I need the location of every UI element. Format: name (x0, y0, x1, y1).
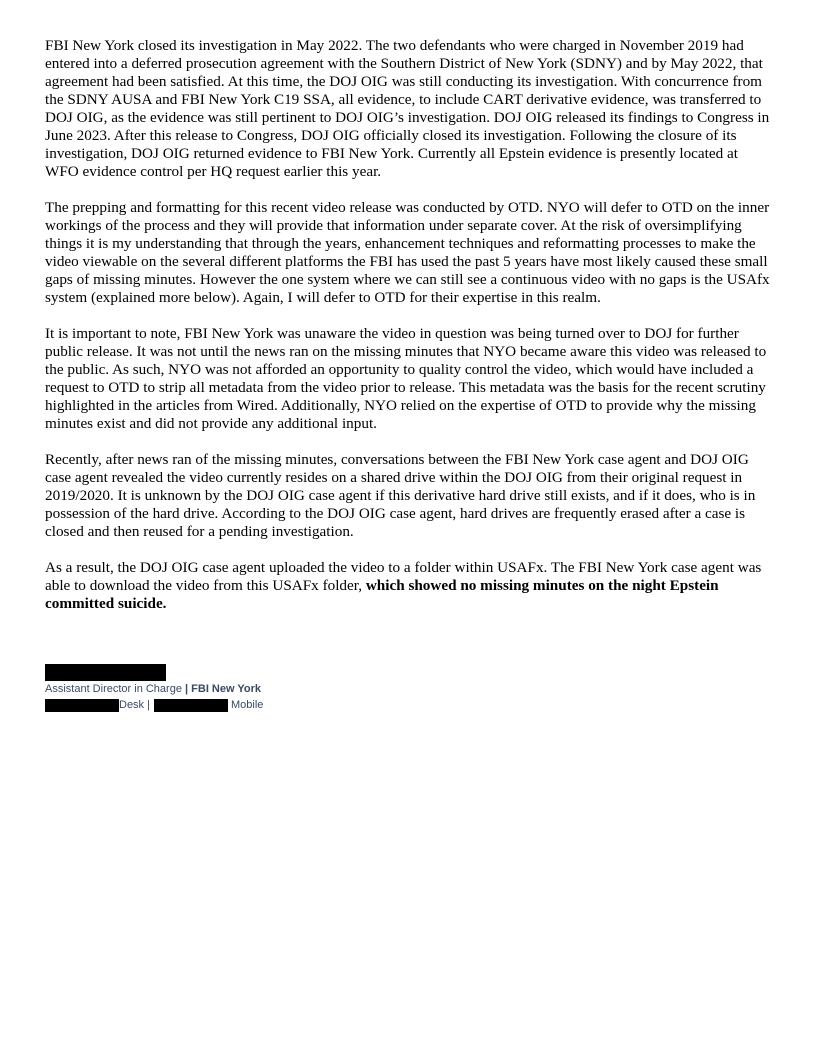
usafx-result-bold-text: which showed no missing minutes on the night Epstein committed suicide. (45, 577, 719, 612)
signature-title-line (45, 681, 263, 697)
signature-org: FBI New York (191, 683, 262, 695)
paragraph-nyo-unaware: It is important to note, FBI New York was unaware the video in question was being turned over to DOJ for further public release. It was not until the news ran on the missing minutes that NYO became aware this video was released to the public. As such, NYO was not afforded an opportunity to quality control the video, which would have included a request to OTD to strip all metadata from the video prior to release. This metadata was the basis for the recent scrutiny highlighted in the articles from Wired. Additionally, NYO relied on the expertise of OTD to provide why the missing minutes exist and did not provide any additional input. (45, 325, 767, 432)
signature-block (45, 664, 263, 713)
signature-title: Assistant Director in Charge (45, 683, 182, 695)
usafx-result-text: As a result, the DOJ OIG case agent uploaded the video to a folder within USAFx. The FBI New York case agent was able to download the video from this USAFx folder, (45, 559, 762, 594)
document-body (45, 37, 773, 631)
paragraph-usafx-result (45, 559, 773, 613)
mobile-label: Mobile (230, 699, 264, 711)
signature-separator: | (181, 683, 192, 695)
desk-label: Desk | (119, 699, 150, 711)
redacted-mobile-phone (154, 699, 228, 712)
paragraph-investigation-closure: FBI New York closed its investigation in May 2022. The two defendants who were charged in November 2019 had entered into a deferred prosecution agreement with the Southern District of New York (SDNY) and by May 2022, that agreement had been satisfied. At this time, the DOJ OIG was still conducting its investigation. With concurrence from the SDNY AUSA and FBI New York C19 SSA, all evidence, to include CART derivative evidence, was transferred to DOJ OIG, as the evidence was still pertinent to DOJ OIG’s investigation. DOJ OIG released its findings to Congress in June 2023. After this release to Congress, DOJ OIG officially closed its investigation. Following the closure of its investigation, DOJ OIG returned evidence to FBI New York. Currently all Epstein evidence is presently located at WFO evidence control per HQ request earlier this year. (45, 37, 770, 180)
redacted-desk-phone (45, 699, 119, 712)
paragraph-video-release-prep: The prepping and formatting for this recent video release was conducted by OTD. NYO will defer to OTD on the inner workings of the process and they will provide that information under separate cover. At the risk of oversimplifying things it is my understanding that through the years, enhancement techniques and reformatting processes to make the video viewable on the several different platforms the FBI has used the past 5 years have most likely caused these small gaps of missing minutes. However the one system where we can still see a continuous video with no gaps is the USAfx system (explained more below). Again, I will defer to OTD for their expertise in this realm. (45, 199, 770, 306)
paragraph-shared-drive: Recently, after news ran of the missing minutes, conversations between the FBI New York case agent and DOJ OIG case agent revealed the video currently resides on a shared drive within the DOJ OIG from their original request in 2019/2020. It is unknown by the DOJ OIG case agent if this derivative hard drive still exists, and if it does, who is in possession of the hard drive. According to the DOJ OIG case agent, hard drives are frequently erased after a case is closed and then reused for a pending investigation. (45, 451, 756, 540)
signature-phone-line (45, 697, 263, 713)
redacted-name (45, 664, 166, 681)
